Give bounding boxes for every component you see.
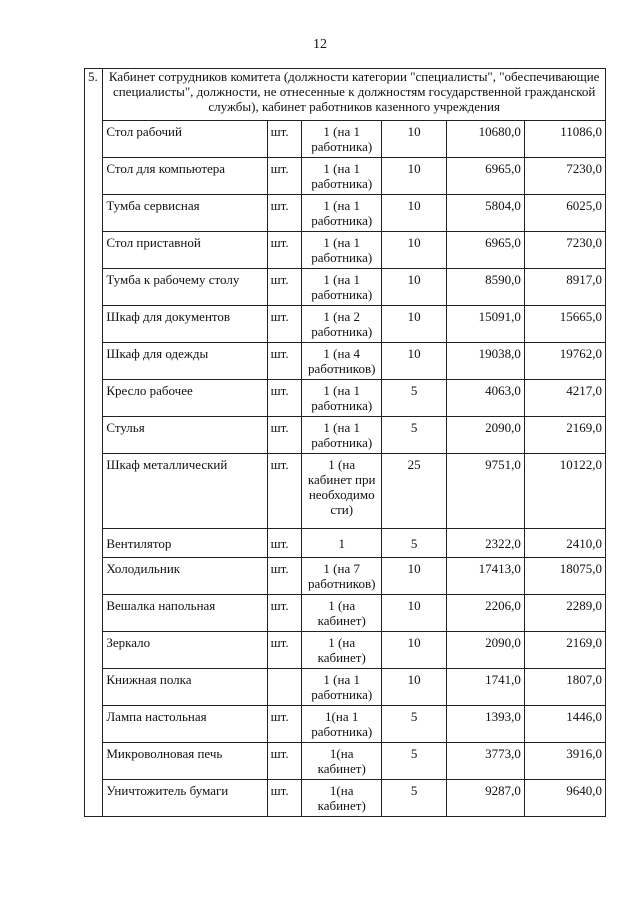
item-name: Микроволновая печь [103,743,267,780]
table-row [85,417,606,454]
item-quantity: 1 (на кабинет) [302,632,382,669]
item-quantity: 1 (на 2 работника) [302,306,382,343]
item-service-life: 25 [382,454,447,529]
item-name: Стол для компьютера [103,158,267,195]
item-quantity: 1(на 1 работника) [302,706,382,743]
item-service-life: 10 [382,195,447,232]
item-service-life: 10 [382,595,447,632]
table-row [85,529,606,558]
item-price: 10680,0 [447,121,525,158]
item-unit: шт. [267,558,302,595]
item-name: Вешалка напольная [103,595,267,632]
item-name: Вентилятор [103,529,267,558]
item-quantity: 1 (на кабинет) [302,595,382,632]
item-quantity: 1 (на 1 работника) [302,417,382,454]
table-row [85,343,606,380]
item-unit: шт. [267,195,302,232]
item-unit: шт. [267,232,302,269]
item-unit: шт. [267,632,302,669]
table-row [85,454,606,529]
item-price-max: 2169,0 [524,632,605,669]
item-price-max: 3916,0 [524,743,605,780]
item-price-max: 6025,0 [524,195,605,232]
item-price-max: 19762,0 [524,343,605,380]
item-service-life: 10 [382,121,447,158]
item-service-life: 10 [382,669,447,706]
table-row [85,195,606,232]
item-price-max: 7230,0 [524,232,605,269]
item-price-max: 2289,0 [524,595,605,632]
item-name: Тумба к рабочему столу [103,269,267,306]
table-row [85,595,606,632]
item-quantity: 1 (на 1 работника) [302,158,382,195]
item-name: Стол рабочий [103,121,267,158]
item-price-max: 11086,0 [524,121,605,158]
item-unit [267,669,302,706]
item-price-max: 2410,0 [524,529,605,558]
item-price: 8590,0 [447,269,525,306]
item-name: Кресло рабочее [103,380,267,417]
item-price: 6965,0 [447,158,525,195]
item-price-max: 7230,0 [524,158,605,195]
item-price-max: 9640,0 [524,780,605,817]
section-header-row [85,69,606,121]
item-unit: шт. [267,380,302,417]
item-service-life: 5 [382,417,447,454]
item-name: Холодильник [103,558,267,595]
item-price-max: 8917,0 [524,269,605,306]
item-price-max: 1807,0 [524,669,605,706]
item-service-life: 5 [382,743,447,780]
item-name: Шкаф для одежды [103,343,267,380]
item-price-max: 18075,0 [524,558,605,595]
item-price: 9287,0 [447,780,525,817]
item-unit: шт. [267,743,302,780]
item-service-life: 10 [382,158,447,195]
item-name: Лампа настольная [103,706,267,743]
item-service-life: 10 [382,343,447,380]
item-price: 17413,0 [447,558,525,595]
furniture-norms-table [84,68,606,817]
item-unit: шт. [267,529,302,558]
item-price: 2090,0 [447,417,525,454]
item-price-max: 15665,0 [524,306,605,343]
item-quantity: 1(на кабинет) [302,743,382,780]
item-service-life: 10 [382,558,447,595]
item-service-life: 10 [382,306,447,343]
item-quantity: 1 (на 1 работника) [302,269,382,306]
item-name: Зеркало [103,632,267,669]
item-name: Стулья [103,417,267,454]
item-service-life: 10 [382,269,447,306]
item-quantity: 1 (на 4 работников) [302,343,382,380]
item-service-life: 10 [382,232,447,269]
table-row [85,121,606,158]
item-price: 1393,0 [447,706,525,743]
table-row [85,706,606,743]
item-service-life: 5 [382,706,447,743]
item-name: Шкаф металлический [103,454,267,529]
item-price-max: 1446,0 [524,706,605,743]
section-title: Кабинет сотрудников комитета (должности категории "специалисты", "обеспечивающие специалисты", должности, не отнесенные к должностям государственной гражданской службы), кабинет работников казенного учреждения [103,69,606,121]
item-price: 3773,0 [447,743,525,780]
table-row [85,558,606,595]
item-unit: шт. [267,780,302,817]
item-price: 1741,0 [447,669,525,706]
item-price: 2090,0 [447,632,525,669]
item-price: 5804,0 [447,195,525,232]
item-price: 15091,0 [447,306,525,343]
item-price-max: 4217,0 [524,380,605,417]
item-name: Стол приставной [103,232,267,269]
item-unit: шт. [267,121,302,158]
table-row [85,380,606,417]
table-row [85,669,606,706]
item-quantity: 1 (на 1 работника) [302,232,382,269]
item-price-max: 2169,0 [524,417,605,454]
item-quantity: 1 (на 1 работника) [302,669,382,706]
item-price: 9751,0 [447,454,525,529]
table-row [85,232,606,269]
item-unit: шт. [267,343,302,380]
item-quantity: 1 (на 1 работника) [302,380,382,417]
item-price: 2206,0 [447,595,525,632]
table-row [85,306,606,343]
item-service-life: 10 [382,632,447,669]
section-number: 5. [85,69,103,817]
item-unit: шт. [267,706,302,743]
table-row [85,780,606,817]
item-price: 6965,0 [447,232,525,269]
table-row [85,743,606,780]
item-name: Уничтожитель бумаги [103,780,267,817]
item-unit: шт. [267,269,302,306]
item-quantity: 1 [302,529,382,558]
item-unit: шт. [267,306,302,343]
item-quantity: 1 (на 1 работника) [302,195,382,232]
item-price: 4063,0 [447,380,525,417]
item-unit: шт. [267,417,302,454]
item-name: Шкаф для документов [103,306,267,343]
item-quantity: 1 (на 1 работника) [302,121,382,158]
item-unit: шт. [267,454,302,529]
item-unit: шт. [267,158,302,195]
item-price: 2322,0 [447,529,525,558]
item-unit: шт. [267,595,302,632]
item-price: 19038,0 [447,343,525,380]
table-row [85,158,606,195]
item-quantity: 1 (на кабинет при необходимо сти) [302,454,382,529]
table-row [85,269,606,306]
item-service-life: 5 [382,780,447,817]
item-name: Книжная полка [103,669,267,706]
item-quantity: 1(на кабинет) [302,780,382,817]
item-service-life: 5 [382,529,447,558]
page-number: 12 [313,37,327,52]
item-service-life: 5 [382,380,447,417]
table-row [85,632,606,669]
item-price-max: 10122,0 [524,454,605,529]
item-name: Тумба сервисная [103,195,267,232]
item-quantity: 1 (на 7 работников) [302,558,382,595]
